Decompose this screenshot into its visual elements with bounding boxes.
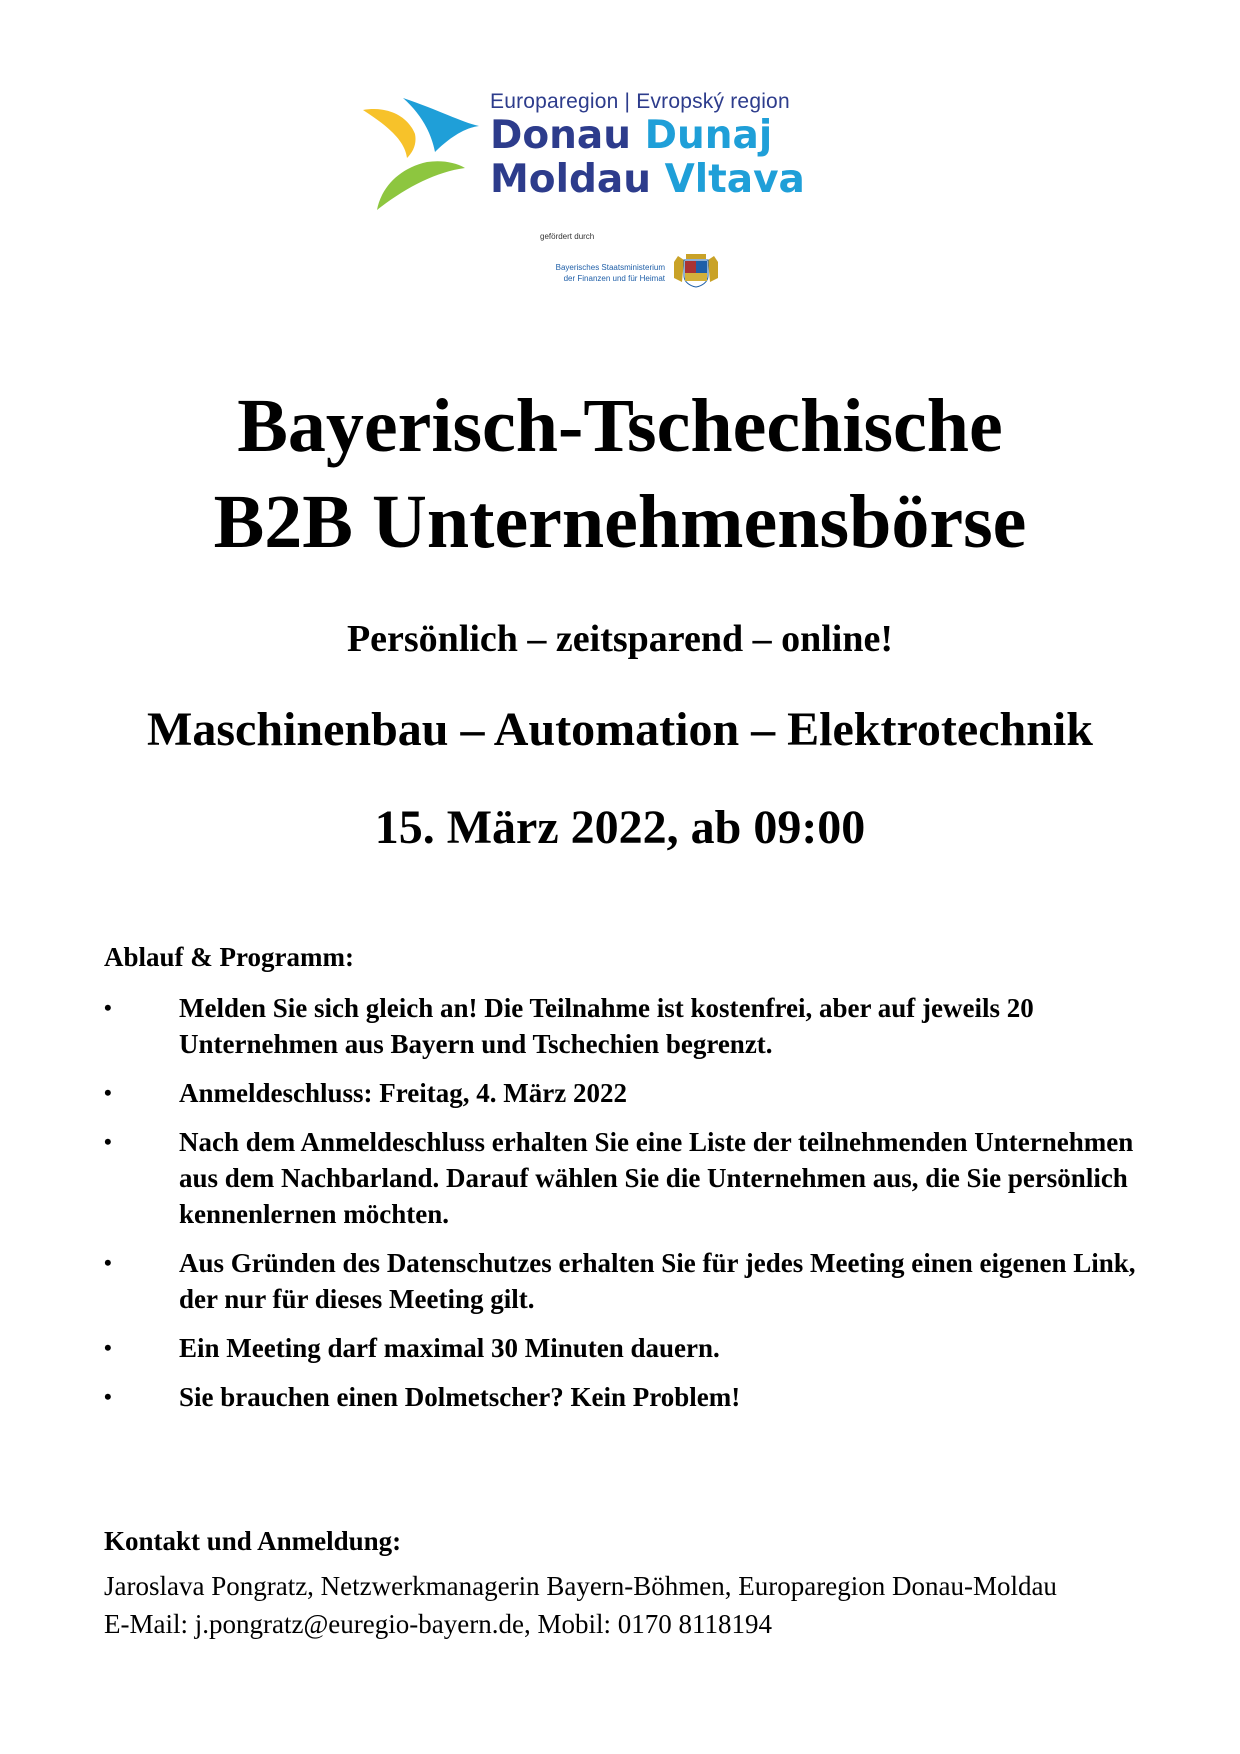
logo-line-2 [490, 158, 805, 202]
bullet-icon: • [104, 1080, 112, 1105]
europaregion-logo-icon [355, 92, 485, 217]
bavarian-coat-of-arms-icon [668, 252, 724, 288]
contact-heading: Kontakt und Anmeldung: [104, 1526, 402, 1556]
list-item: • Nach dem Anmeldeschluss erhalten Sie eine Liste der teilnehmenden Unternehmen aus dem Nachbarland. Darauf wählen Sie die Unternehmen aus, die Sie persönlich kennenlernen möchten. [104, 1124, 1144, 1232]
list-item: • Ein Meeting darf maximal 30 Minuten dauern. [104, 1330, 1144, 1366]
list-item: • Melden Sie sich gleich an! Die Teilnahme ist kostenfrei, aber auf jeweils 20 Unternehmen aus Bayern und Tschechien begrenzt. [104, 990, 1144, 1062]
bullet-icon: • [104, 995, 112, 1020]
subtitle: Persönlich – zeitsparend – online! [346, 618, 894, 660]
contact-details: E-Mail: j.pongratz@euregio-bayern.de, Mobil: 0170 8118194 [104, 1609, 772, 1639]
list-item: • Aus Gründen des Datenschutzes erhalten Sie für jedes Meeting einen eigenen Link, der nur für dieses Meeting gilt. [104, 1245, 1144, 1317]
bullet-icon: • [104, 1250, 112, 1275]
logo-tagline: Europaregion | Evropský region [490, 90, 790, 113]
contact-person: Jaroslava Pongratz, Netzwerkmanagerin Bayern-Böhmen, Europaregion Donau-Moldau [104, 1571, 1057, 1601]
list-item: • Sie brauchen einen Dolmetscher? Kein Problem! [104, 1379, 1144, 1415]
logo-moldau: Moldau [490, 157, 651, 202]
logo-dunaj: Dunaj [644, 113, 773, 158]
program-list [104, 990, 1144, 1428]
event-date: 15. März 2022, ab 09:00 [374, 801, 866, 854]
bullet-icon: • [104, 1384, 112, 1409]
program-heading: Ablauf & Programm: [104, 942, 354, 972]
branches-heading: Maschinenbau – Automation – Elektrotechnik [147, 703, 1093, 756]
title-line-1: Bayerisch-Tschechische [237, 384, 1003, 468]
ministry-name: Bayerisches Staatsministerium der Finanzen und für Heimat [555, 263, 665, 283]
logo-vltava: Vltava [664, 157, 805, 202]
bullet-icon: • [104, 1335, 112, 1360]
logo-donau: Donau [490, 113, 632, 158]
page-title [0, 378, 1240, 570]
logo-line-1 [490, 114, 805, 158]
list-item: • Anmeldeschluss: Freitag, 4. März 2022 [104, 1075, 1144, 1111]
title-line-2: B2B Unternehmensbörse [213, 480, 1027, 564]
bullet-icon: • [104, 1129, 112, 1154]
sponsor-label: gefördert durch [540, 232, 595, 241]
europaregion-logo [355, 80, 825, 220]
